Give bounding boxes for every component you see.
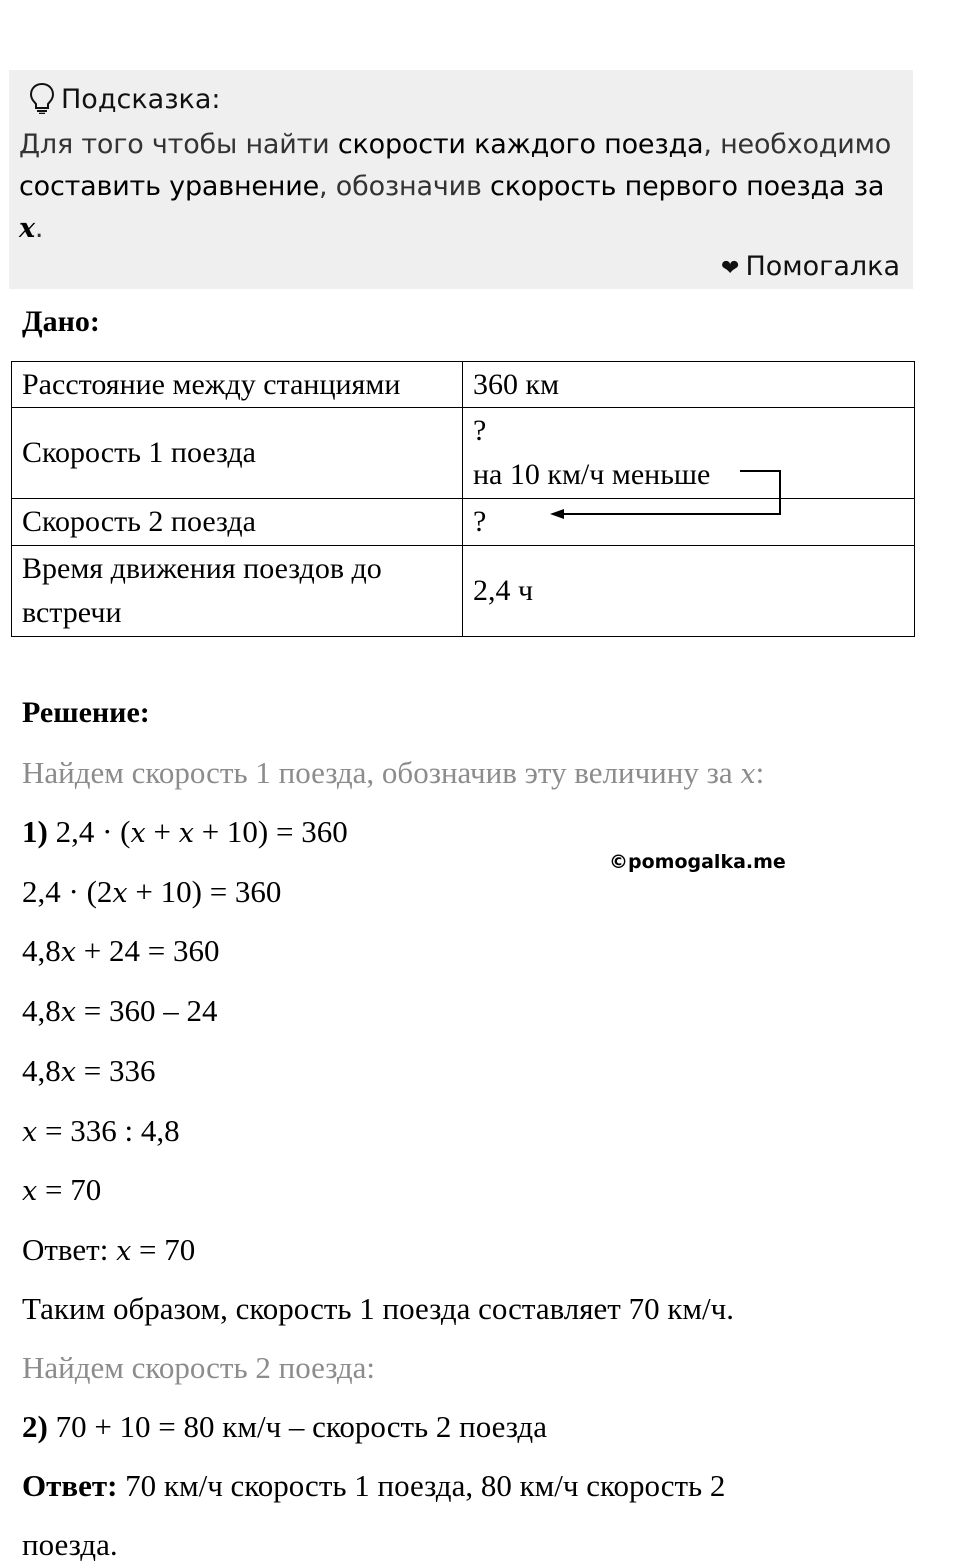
table-cell: ? на 10 км/ч меньше	[463, 408, 915, 499]
table-cell: ?	[463, 499, 915, 546]
equation-line: 4,8x + 24 = 360	[22, 933, 220, 968]
hint-title	[29, 82, 221, 123]
relation-arrow	[540, 466, 790, 526]
table-cell: Время движения поездов до встречи	[12, 546, 463, 637]
equation-line: 4,8x = 336	[22, 1053, 156, 1088]
final-answer-continued: поезда.	[22, 1527, 118, 1562]
watermark: ©pomogalka.me	[609, 851, 786, 873]
table-cell: Скорость 2 поезда	[12, 499, 463, 546]
table-cell: 360 км	[463, 362, 915, 408]
equation-step-1: 1) 2,4 · (x + x + 10) = 360	[22, 814, 348, 849]
solution-intro: Найдем скорость 1 поезда, обозначив эту величину за x:	[22, 755, 765, 790]
hint-box	[9, 70, 913, 289]
brand-label: ❤ Помогалка	[721, 251, 900, 282]
table-cell: Расстояние между станциями	[12, 362, 463, 408]
equation-line: 4,8x = 360 – 24	[22, 993, 218, 1028]
hint-text: Для того чтобы найти скорости каждого поезда, необходимо составить уравнение, обозначив скорость первого поезда за x.	[19, 129, 892, 244]
table-row	[12, 362, 915, 408]
equation-answer: Ответ: x = 70	[22, 1232, 196, 1267]
equation-line: x = 70	[22, 1172, 102, 1207]
solution-intro-2: Найдем скорость 2 поезда:	[22, 1350, 376, 1385]
given-heading: Дано:	[22, 305, 100, 338]
equation-line: 2,4 · (2x + 10) = 360	[22, 874, 282, 909]
table-cell: 2,4 ч	[463, 546, 915, 637]
table-row	[12, 546, 915, 637]
solution-heading: Решение:	[22, 696, 150, 729]
equation-line: x = 336 : 4,8	[22, 1113, 180, 1148]
table-cell: Скорость 1 поезда	[12, 408, 463, 499]
equation-step-2: 2) 70 + 10 = 80 км/ч – скорость 2 поезда	[22, 1409, 547, 1444]
hint-title-text: Подсказка:	[61, 84, 221, 115]
conclusion-text: Таким образом, скорость 1 поезда составляет 70 км/ч.	[22, 1291, 734, 1326]
lightbulb-icon	[29, 82, 55, 123]
heart-icon: ❤	[721, 256, 740, 281]
final-answer: Ответ: 70 км/ч скорость 1 поезда, 80 км/ч скорость 2	[22, 1468, 726, 1503]
